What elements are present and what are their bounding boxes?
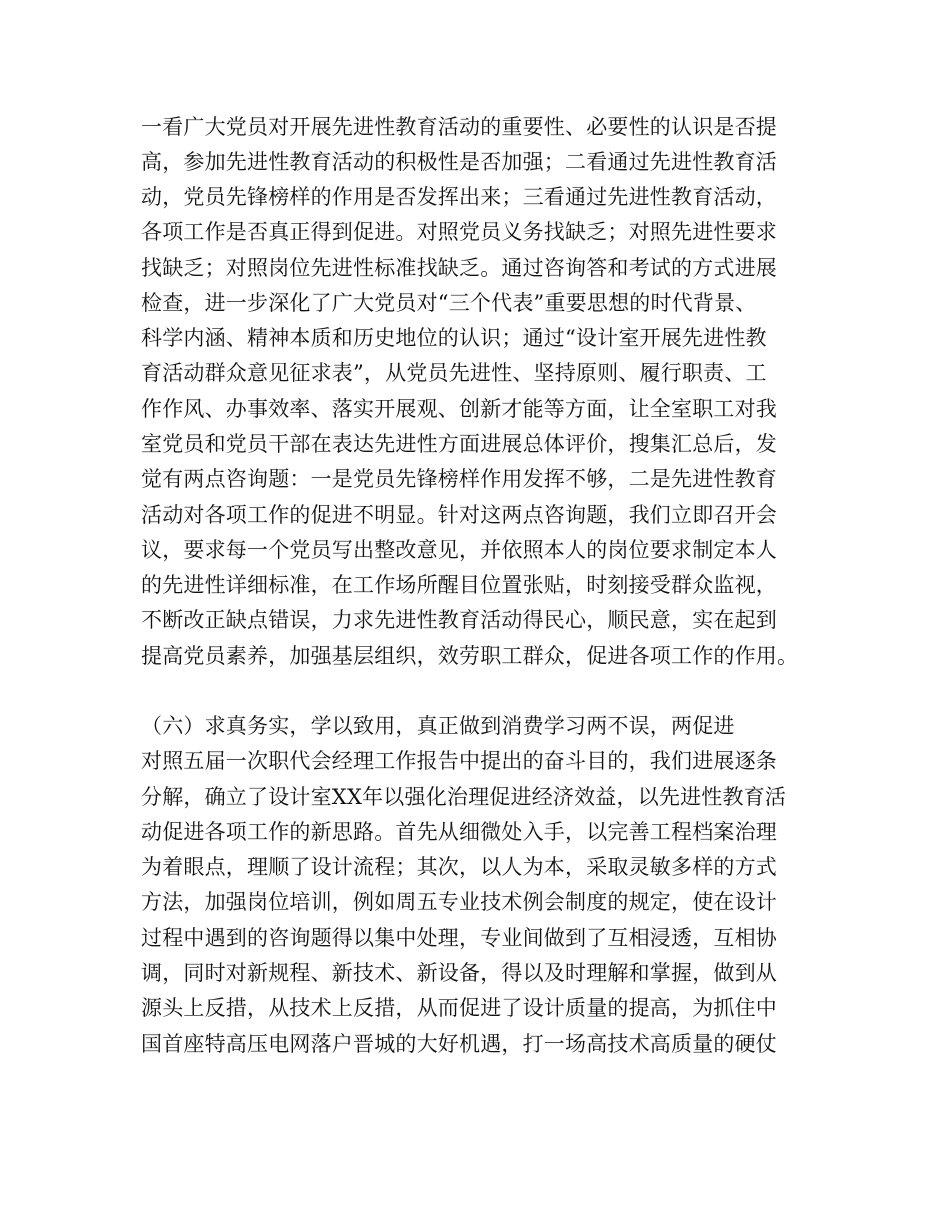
text-line: 分解，确立了设计室XX年以强化治理促进经济效益，以先进性教育活 xyxy=(141,785,787,809)
text-line: 室党员和党员干部在表达先进性方面进展总体评价，搜集汇总后，发 xyxy=(141,432,777,456)
text-line: 的先进性详细标准，在工作场所醒目位置张贴，时刻接受群众监视， xyxy=(141,573,777,597)
text-line: 高，参加先进性教育活动的积极性是否加强；二看通过先进性教育活 xyxy=(141,150,777,174)
section-heading: （六）求真务实，学以致用，真正做到消费学习两不误，两促进 xyxy=(141,714,735,738)
text-line: 不断改正缺点错误，力求先进性教育活动得民心，顺民意，实在起到 xyxy=(141,608,777,632)
text-line: 过程中遇到的咨询题得以集中处理，专业间做到了互相浸透，互相协 xyxy=(141,926,777,950)
text-line: 对照五届一次职代会经理工作报告中提出的奋斗目的，我们进展逐条 xyxy=(141,749,777,773)
text-line: 一看广大党员对开展先进性教育活动的重要性、必要性的认识是否提 xyxy=(141,115,777,139)
text-line: 育活动群众意见征求表”，从党员先进性、坚持原则、履行职责、工 xyxy=(141,361,767,385)
text-line: 源头上反措，从技术上反措，从而促进了设计质量的提高，为抓住中 xyxy=(141,996,777,1020)
text-line: 提高党员素养，加强基层组织，效劳职工群众，促进各项工作的作用。 xyxy=(141,644,799,668)
text-line: 动，党员先锋榜样的作用是否发挥出来；三看通过先进性教育活动， xyxy=(141,185,777,209)
text-line: 方法，加强岗位培训，例如周五专业技术例会制度的规定，使在设计 xyxy=(141,890,777,914)
text-line: 作作风、办事效率、落实开展观、创新才能等方面，让全室职工对我 xyxy=(141,397,777,421)
text-line: 觉有两点咨询题：一是党员先锋榜样作用发挥不够，二是先进性教育 xyxy=(141,467,777,491)
text-line: 调，同时对新规程、新技术、新设备，得以及时理解和掌握，做到从 xyxy=(141,961,777,985)
text-line: 找缺乏；对照岗位先进性标准找缺乏。通过咨询答和考试的方式进展 xyxy=(141,256,777,280)
text-line: 为着眼点，理顺了设计流程；其次，以人为本，采取灵敏多样的方式 xyxy=(141,855,777,879)
text-line: 科学内涵、精神本质和历史地位的认识；通过“设计室开展先进性教 xyxy=(141,326,767,350)
text-line: 动促进各项工作的新思路。首先从细微处入手，以完善工程档案治理 xyxy=(141,820,777,844)
text-line: 各项工作是否真正得到促进。对照党员义务找缺乏；对照先进性要求 xyxy=(141,220,777,244)
text-line: 议，要求每一个党员写出整改意见，并依照本人的岗位要求制定本人 xyxy=(141,538,777,562)
text-line: 检查，进一步深化了广大党员对“三个代表”重要思想的时代背景、 xyxy=(141,291,757,315)
text-line: 国首座特高压电网落户晋城的大好机遇，打一场高技术高质量的硬仗 xyxy=(141,1032,777,1056)
text-line: 活动对各项工作的促进不明显。针对这两点咨询题，我们立即召开会 xyxy=(141,503,777,527)
